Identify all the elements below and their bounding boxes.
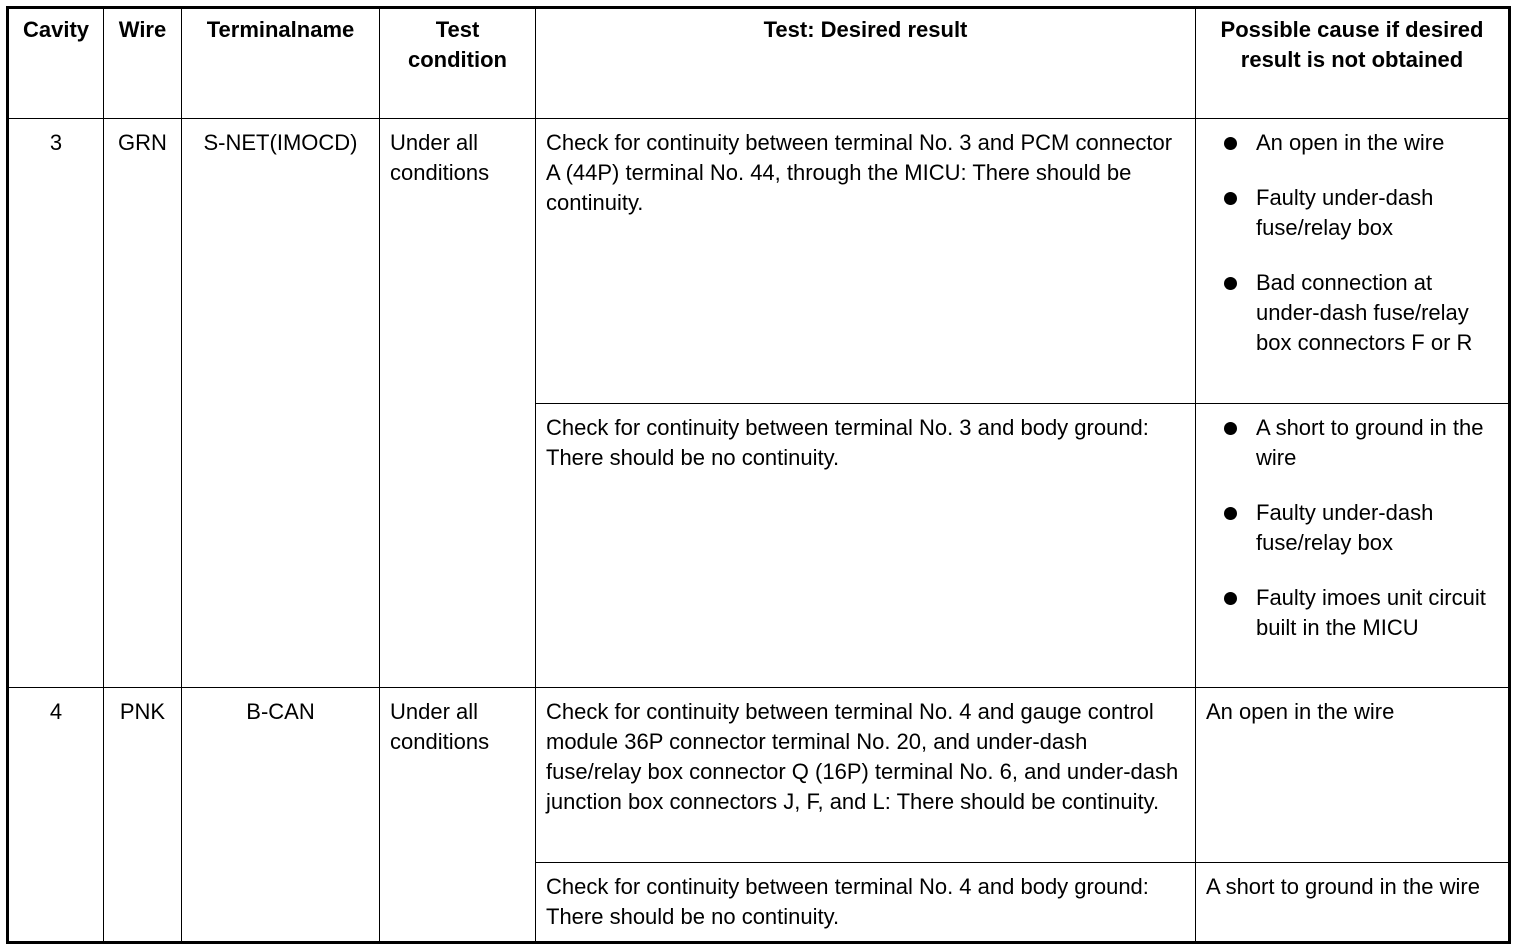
test-condition-cell: Under all conditions [380, 119, 536, 688]
bullet-icon [1224, 592, 1237, 605]
cause-list [1206, 413, 1498, 643]
list-item: An open in the wire [1206, 128, 1498, 158]
header-desired-result: Test: Desired result [536, 8, 1196, 119]
possible-cause-cell [1196, 119, 1510, 404]
list-item: Bad connection at under-dash fuse/relay box connectors F or R [1206, 268, 1498, 358]
desired-result-cell: Check for continuity between terminal No. 3 and PCM connector A (44P) terminal No. 44, through the MICU: There should be continuity. [536, 119, 1196, 404]
header-test-condition: Test condition [380, 8, 536, 119]
list-item: Faulty under-dash fuse/relay box [1206, 183, 1498, 243]
bullet-icon [1224, 277, 1237, 290]
header-wire: Wire [104, 8, 182, 119]
possible-cause-cell [1196, 404, 1510, 688]
connector-test-table [6, 6, 1511, 944]
cause-list [1206, 128, 1498, 358]
table-row [8, 119, 1510, 404]
header-terminal-name: Terminalname [182, 8, 380, 119]
terminal-name-cell: B-CAN [182, 688, 380, 943]
list-item: Faulty under-dash fuse/relay box [1206, 498, 1498, 558]
bullet-icon [1224, 422, 1237, 435]
desired-result-cell: Check for continuity between terminal No. 3 and body ground: There should be no continuity. [536, 404, 1196, 688]
cavity-cell: 4 [8, 688, 104, 943]
wire-color-cell: GRN [104, 119, 182, 688]
bullet-icon [1224, 507, 1237, 520]
header-possible-cause: Possible cause if desired result is not obtained [1196, 8, 1510, 119]
list-item: Faulty imoes unit circuit built in the MICU [1206, 583, 1498, 643]
bullet-icon [1224, 137, 1237, 150]
desired-result-cell: Check for continuity between terminal No. 4 and gauge control module 36P connector terminal No. 20, and under-dash fuse/relay box connector Q (16P) terminal No. 6, and under-dash junction box connectors J, F, and L: There should be continuity. [536, 688, 1196, 863]
cavity-cell: 3 [8, 119, 104, 688]
desired-result-cell: Check for continuity between terminal No. 4 and body ground: There should be no continuity. [536, 862, 1196, 942]
header-cavity: Cavity [8, 8, 104, 119]
possible-cause-cell: An open in the wire [1196, 688, 1510, 863]
bullet-icon [1224, 192, 1237, 205]
test-condition-cell: Under all conditions [380, 688, 536, 943]
header-row [8, 8, 1510, 119]
table-row [8, 688, 1510, 863]
wire-color-cell: PNK [104, 688, 182, 943]
list-item: A short to ground in the wire [1206, 413, 1498, 473]
terminal-name-cell: S-NET(IMOCD) [182, 119, 380, 688]
possible-cause-cell: A short to ground in the wire [1196, 862, 1510, 942]
